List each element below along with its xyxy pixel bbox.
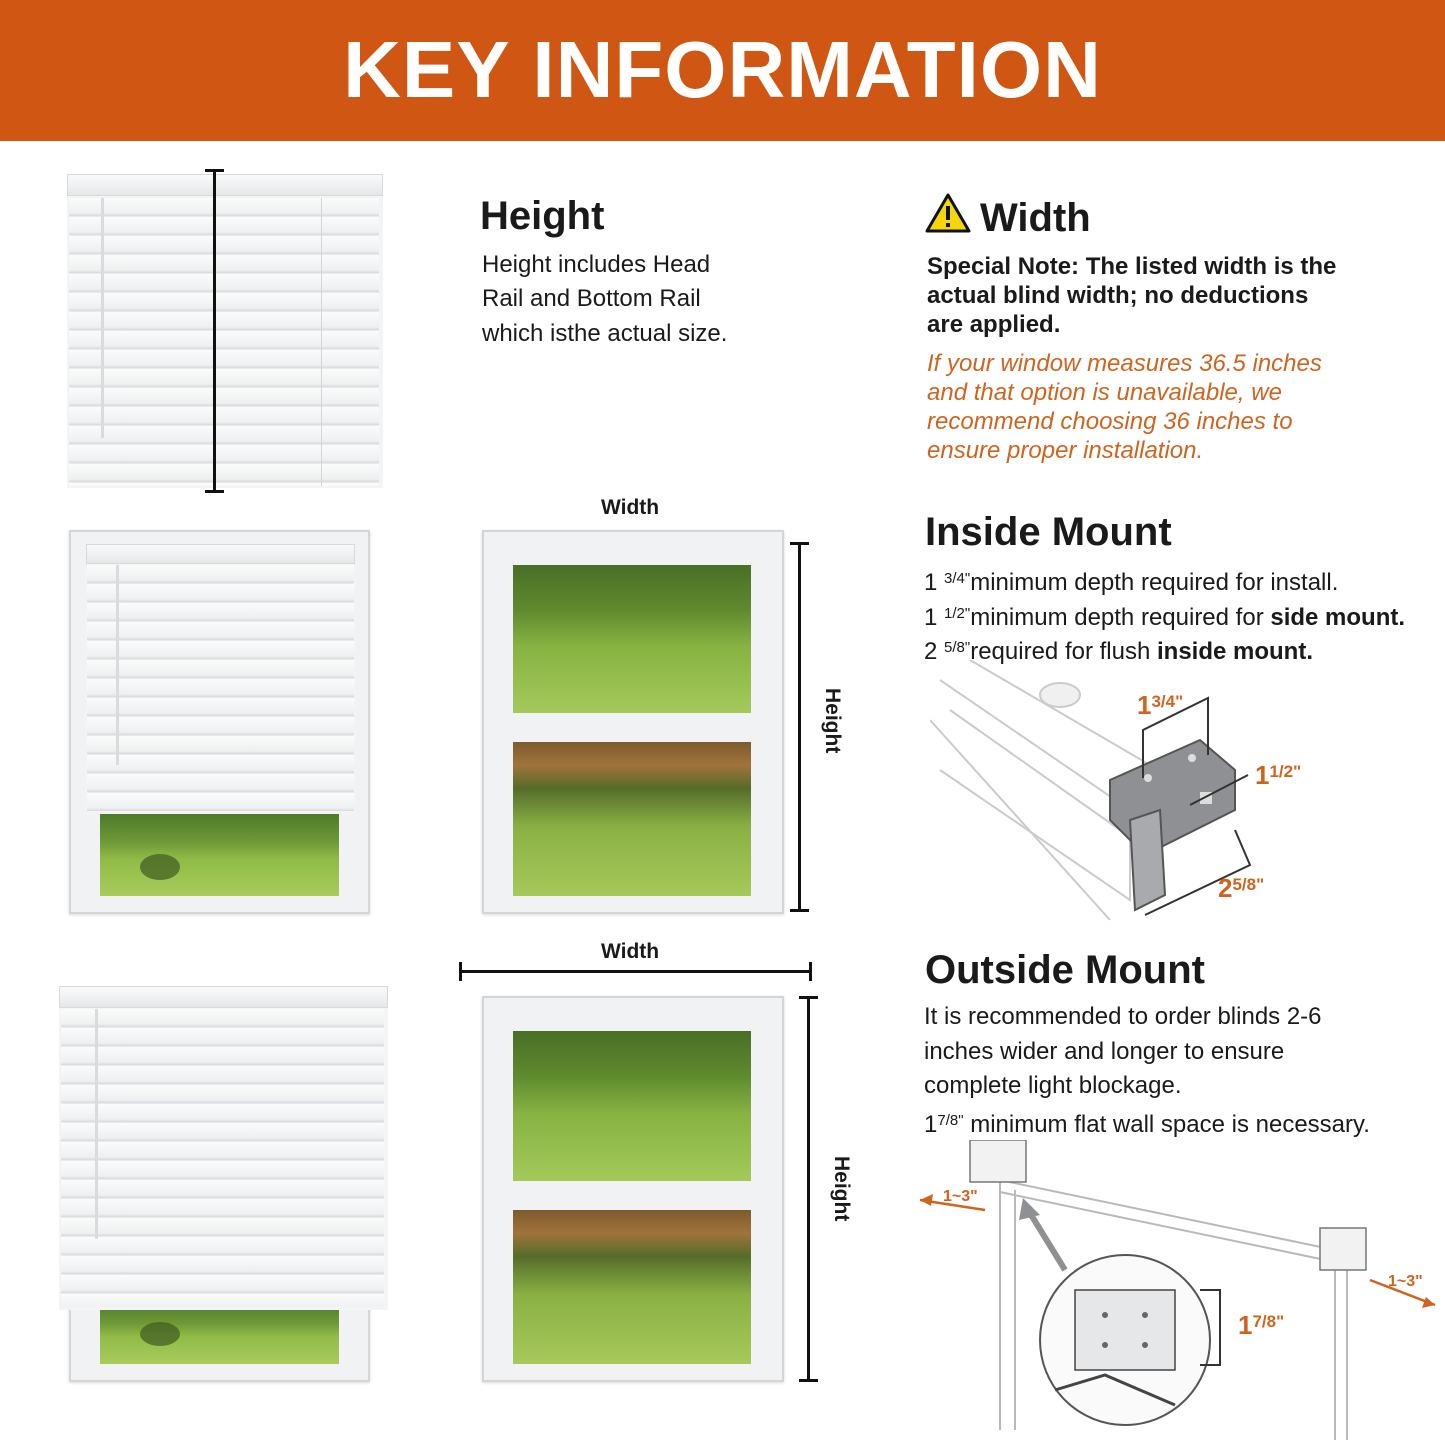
recommend-line-3: recommend choosing 36 inches to	[927, 408, 1293, 435]
inside-mount-line-2: 1 $^{1/2"}$minimum depth required for side mount.	[924, 604, 1406, 631]
inside-diagram-label-a: $1^{3/4"}$	[1137, 690, 1184, 720]
special-note-line-3: are applied.	[927, 311, 1061, 338]
outside-mount-line-3: complete light blockage.	[924, 1072, 1182, 1099]
outside-mount-line-4: $1^{7/8"}$ minimum flat wall space is necessary.	[924, 1111, 1370, 1138]
width-title: Width	[980, 196, 1091, 240]
inside-mount-line-3: 2 $^{5/8"}$required for flush inside mount.	[924, 638, 1313, 665]
height-title: Height	[480, 194, 605, 238]
width-label-outside: Width	[601, 940, 660, 963]
outside-mount-title: Outside Mount	[925, 948, 1205, 992]
outside-diagram-label-space: $1^{7/8"}$	[1238, 1310, 1285, 1340]
inside-mount-window	[69, 530, 370, 914]
outside-mount-blind	[59, 986, 388, 1310]
outside-diagram-label-left: 1~3"	[943, 1188, 978, 1205]
inside-diagram-label-b: $1^{1/2"}$	[1255, 760, 1302, 790]
recommend-line-1: If your window measures 36.5 inches	[927, 350, 1322, 377]
outside-mount-bracket-diagram	[915, 1140, 1445, 1440]
outside-mount-line-2: inches wider and longer to ensure	[924, 1038, 1285, 1065]
height-label-outside: Height	[830, 1156, 853, 1222]
height-measure-line	[213, 169, 216, 493]
height-line-3: which isthe actual size.	[482, 320, 728, 347]
width-measure-line-outside	[459, 970, 812, 973]
outside-mount-line-1: It is recommended to order blinds 2-6	[924, 1003, 1322, 1030]
inside-mount-line-1: 1 $^{3/4"}$minimum depth required for install.	[924, 569, 1339, 596]
inside-mount-title: Inside Mount	[925, 510, 1172, 554]
outside-diagram-label-right: 1~3"	[1388, 1273, 1423, 1290]
window-frame-inside	[482, 530, 784, 914]
width-label-inside: Width	[601, 496, 660, 519]
page-title: KEY INFORMATION	[343, 25, 1102, 114]
height-line-1: Height includes Head	[482, 251, 711, 278]
special-note-line-2: actual blind width; no deductions	[927, 282, 1309, 309]
recommend-line-4: ensure proper installation.	[927, 437, 1204, 464]
height-label-inside: Height	[821, 688, 844, 754]
height-measure-line-inside	[798, 542, 801, 912]
height-line-2: Rail and Bottom Rail	[482, 285, 701, 312]
window-frame-outside	[482, 996, 784, 1382]
height-measure-line-outside	[807, 996, 810, 1382]
recommend-line-2: and that option is unavailable, we	[927, 379, 1282, 406]
inside-diagram-label-c: $2^{5/8"}$	[1218, 873, 1265, 903]
blind-illustration-height	[67, 174, 383, 488]
warning-triangle-icon	[925, 193, 971, 233]
special-note-line-1: Special Note: The listed width is the	[927, 253, 1337, 280]
